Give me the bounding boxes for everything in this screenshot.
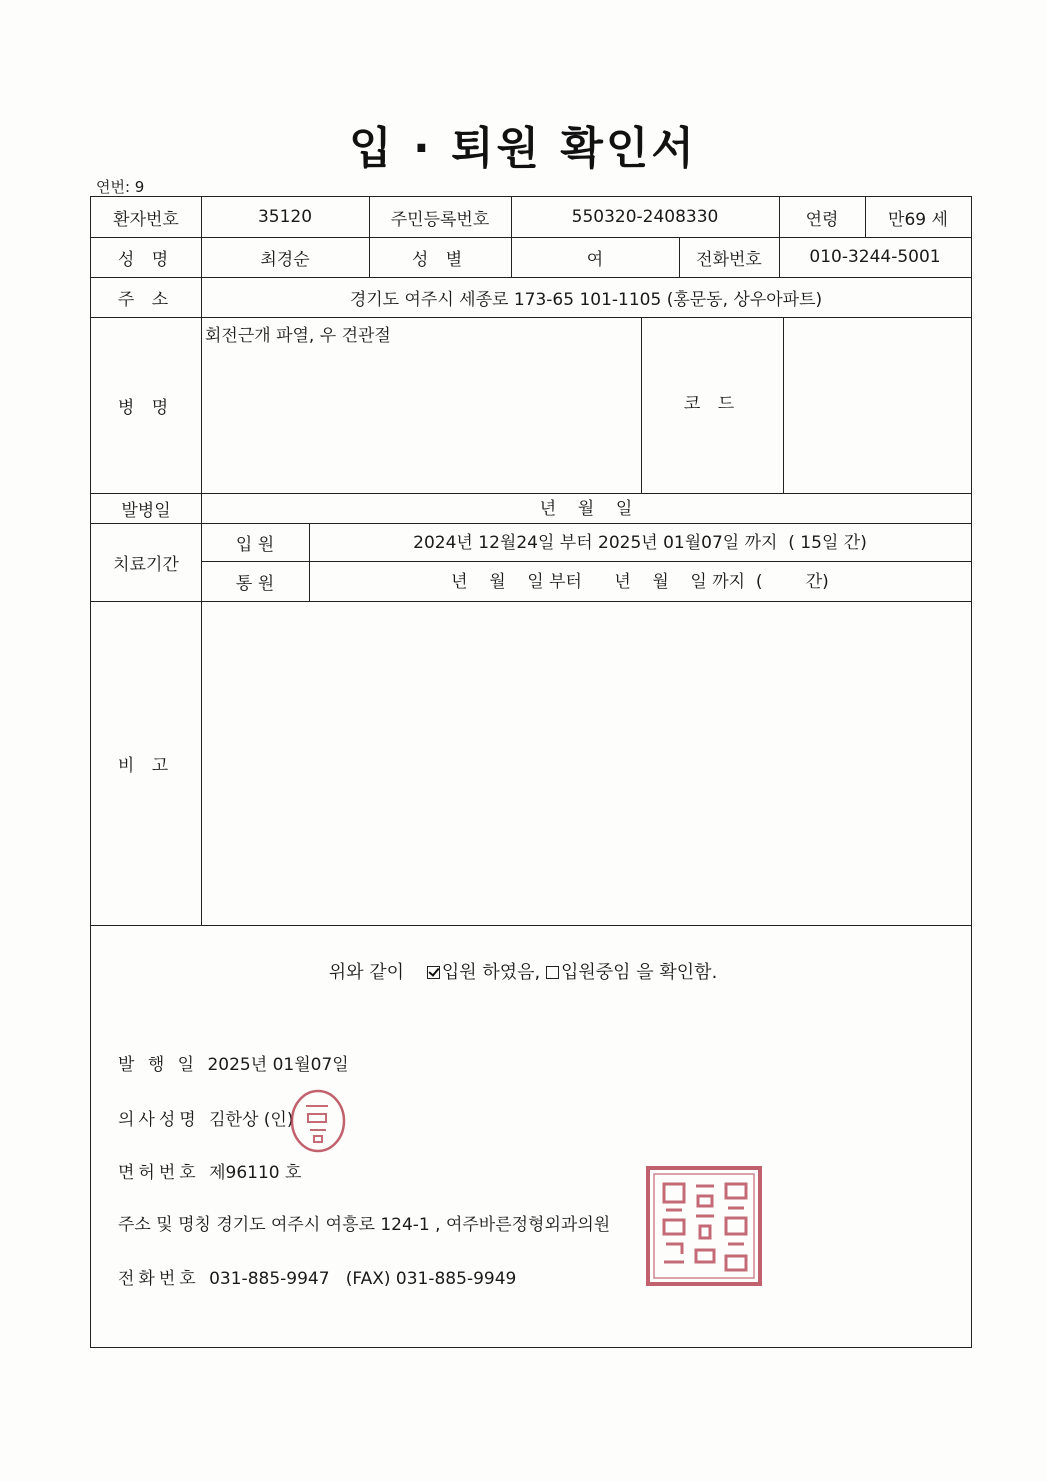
option-admitted: 입원 하였음, — [441, 962, 541, 983]
code-value — [783, 317, 971, 493]
name-value: 최경순 — [260, 249, 310, 270]
age-label: 연령 — [805, 209, 839, 230]
confirmation-suffix: 을 확인함. — [636, 962, 718, 983]
address-value: 경기도 여주시 세종로 173-65 101-1105 (홍문동, 상우아파트) — [349, 289, 823, 310]
code-label: 코 드 — [683, 393, 741, 414]
diagnosis-label: 병 명 — [117, 397, 175, 418]
confirmation-prefix: 위와 같이 — [328, 962, 404, 983]
clinic-phone-label: 전화번호 — [118, 1269, 200, 1289]
sex-value: 여 — [586, 249, 604, 270]
confirmation-statement — [0, 958, 1046, 984]
doctor-seal-icon — [288, 1088, 348, 1154]
name-label: 성 명 — [117, 249, 175, 270]
clinic-address-label: 주소 및 명칭 — [118, 1215, 211, 1235]
doctor-value: 김한상 (인) — [209, 1110, 294, 1130]
doctor-label: 의사성명 — [118, 1110, 200, 1130]
outpatient-period: 년 월 일 부터 년 월 일 까지 ( 간) — [451, 571, 829, 592]
issue-date-label: 발 행 일 — [118, 1055, 199, 1075]
rrn-value: 550320-2408330 — [571, 207, 719, 227]
clinic-phone-row — [118, 1264, 516, 1289]
option-currently-admitted: 입원중임 — [561, 962, 631, 983]
remarks-value — [201, 601, 971, 925]
patient-id-label: 환자번호 — [113, 209, 179, 230]
serial-number: 연번: 9 — [96, 178, 145, 196]
license-row — [118, 1158, 301, 1183]
row-divider — [91, 925, 971, 926]
checkbox-currently-admitted — [546, 966, 559, 979]
license-value: 제96110 호 — [209, 1163, 302, 1183]
clinic-seal-icon — [644, 1158, 766, 1290]
issue-date-value: 2025년 01월07일 — [207, 1055, 349, 1075]
rrn-label: 주민등록번호 — [390, 209, 490, 230]
license-label: 면허번호 — [118, 1163, 200, 1183]
issue-date-row — [118, 1050, 349, 1075]
remarks-label: 비 고 — [117, 755, 175, 776]
diagnosis-value: 회전근개 파열, 우 견관절 — [205, 326, 391, 346]
sex-label: 성 별 — [411, 249, 469, 270]
clinic-address-value: 경기도 여주시 여흥로 124-1 , 여주바른정형외과의원 — [216, 1215, 611, 1235]
onset-value: 년 월 일 — [539, 498, 633, 519]
treatment-label: 치료기간 — [113, 554, 179, 575]
onset-label: 발병일 — [121, 500, 171, 521]
phone-value: 010-3244-5001 — [809, 247, 941, 267]
phone-label: 전화번호 — [696, 249, 762, 270]
inpatient-label: 입 원 — [235, 534, 275, 555]
address-label: 주 소 — [117, 289, 175, 310]
patient-id-value: 35120 — [257, 207, 313, 227]
clinic-address-row — [118, 1210, 610, 1235]
clinic-phone-value: 031-885-9947 (FAX) 031-885-9949 — [209, 1269, 517, 1289]
inpatient-period: 2024년 12월24일 부터 2025년 01월07일 까지 ( 15일 간) — [413, 532, 867, 553]
checkbox-admitted — [427, 966, 440, 979]
document-title: 입 · 퇴원 확인서 — [349, 123, 697, 174]
age-value: 만69 세 — [888, 209, 948, 230]
doctor-row — [118, 1105, 293, 1130]
outpatient-label: 통 원 — [235, 573, 275, 594]
